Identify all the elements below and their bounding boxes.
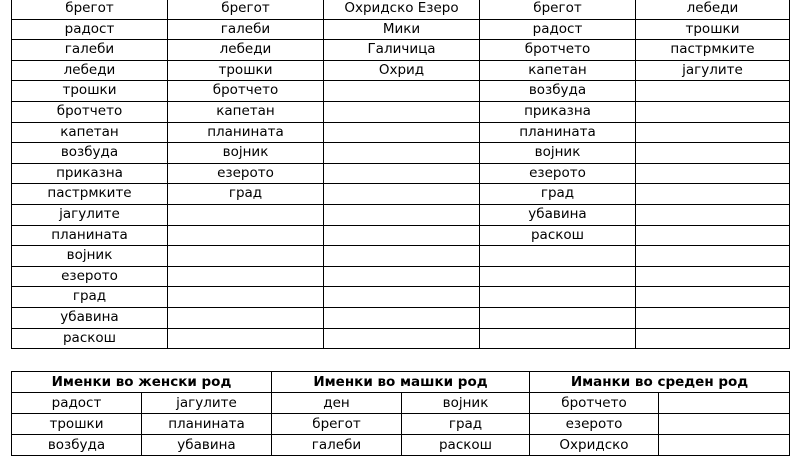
word-cell (636, 143, 790, 164)
word-cell: Охрид (324, 60, 480, 81)
table-row (12, 143, 790, 164)
word-cell (636, 163, 790, 184)
word-cell (324, 184, 480, 205)
word-cell (324, 122, 480, 143)
word-cell: Охридско Езеро (324, 0, 480, 19)
word-cell: лебеди (168, 40, 324, 61)
table-row (12, 393, 790, 414)
word-cell: град (480, 184, 636, 205)
word-cell: галеби (272, 435, 402, 456)
word-cell (324, 143, 480, 164)
table-row (12, 266, 790, 287)
word-cell: брегот (168, 0, 324, 19)
table-row (12, 287, 790, 308)
word-cell: планината (480, 122, 636, 143)
word-cell: приказна (12, 163, 168, 184)
word-cell: езерото (12, 266, 168, 287)
word-cell: јагулите (636, 60, 790, 81)
word-cell: планината (168, 122, 324, 143)
word-cell (480, 328, 636, 349)
table-row (12, 307, 790, 328)
word-cell (168, 287, 324, 308)
word-cell (636, 307, 790, 328)
word-cell: трошки (636, 19, 790, 40)
word-cell: возбуда (12, 143, 168, 164)
word-cell (324, 204, 480, 225)
word-cell (324, 246, 480, 267)
word-cell: лебеди (12, 60, 168, 81)
word-cell: раскош (480, 225, 636, 246)
word-cell: возбуда (12, 435, 142, 456)
word-cell (168, 307, 324, 328)
table-row (12, 0, 790, 19)
word-cell: бротчето (12, 101, 168, 122)
word-cell (636, 328, 790, 349)
word-cell (636, 287, 790, 308)
word-cell (659, 393, 790, 414)
word-cell (636, 101, 790, 122)
table-row (12, 60, 790, 81)
word-cell: езерото (480, 163, 636, 184)
word-cell: брегот (480, 0, 636, 19)
table-row (12, 19, 790, 40)
word-cell (168, 266, 324, 287)
word-cell (480, 307, 636, 328)
word-cell: пастрмките (12, 184, 168, 205)
word-cell: приказна (480, 101, 636, 122)
word-cell: бротчето (168, 81, 324, 102)
table-row (12, 246, 790, 267)
word-cell (324, 101, 480, 122)
masculine-nouns-header: Именки во машки род (272, 372, 530, 393)
word-cell (636, 81, 790, 102)
word-cell (324, 163, 480, 184)
word-cell: планината (12, 225, 168, 246)
word-cell (480, 287, 636, 308)
word-cell: радост (12, 393, 142, 414)
word-cell (636, 204, 790, 225)
word-cell: бротчето (480, 40, 636, 61)
word-cell (659, 435, 790, 456)
word-cell (636, 225, 790, 246)
word-cell (480, 266, 636, 287)
table-row (12, 122, 790, 143)
word-cell: војник (12, 246, 168, 267)
word-cell (324, 307, 480, 328)
word-cell: планината (142, 414, 272, 435)
gender-header-row (12, 372, 790, 393)
word-cell: Галичица (324, 40, 480, 61)
word-cell (659, 414, 790, 435)
word-cell: војник (402, 393, 530, 414)
word-cell (636, 122, 790, 143)
word-cell (324, 328, 480, 349)
word-cell (168, 204, 324, 225)
table-row (12, 184, 790, 205)
word-cell: град (402, 414, 530, 435)
word-cell (480, 246, 636, 267)
word-cell: возбуда (480, 81, 636, 102)
neuter-nouns-header: Иманки во среден род (530, 372, 790, 393)
word-cell: бротчето (530, 393, 659, 414)
word-cell: војник (480, 143, 636, 164)
word-sort-table (11, 0, 790, 349)
word-cell: град (168, 184, 324, 205)
table-row (12, 435, 790, 456)
feminine-nouns-header: Именки во женски род (12, 372, 272, 393)
word-cell: трошки (168, 60, 324, 81)
table-row (12, 101, 790, 122)
word-sort-table-body (12, 0, 790, 349)
word-cell: радост (480, 19, 636, 40)
word-cell (324, 266, 480, 287)
word-cell (168, 328, 324, 349)
table-row (12, 328, 790, 349)
word-cell: Мики (324, 19, 480, 40)
word-cell: град (12, 287, 168, 308)
word-cell: галеби (168, 19, 324, 40)
word-cell: брегот (12, 0, 168, 19)
word-cell: ден (272, 393, 402, 414)
word-cell: брегот (272, 414, 402, 435)
word-cell: јагулите (12, 204, 168, 225)
noun-gender-table (11, 371, 790, 456)
word-cell (168, 246, 324, 267)
word-cell: убавина (480, 204, 636, 225)
word-cell: јагулите (142, 393, 272, 414)
word-cell (636, 246, 790, 267)
word-cell: лебеди (636, 0, 790, 19)
word-cell: Охридско (530, 435, 659, 456)
word-cell: трошки (12, 81, 168, 102)
word-cell: радост (12, 19, 168, 40)
word-cell: војник (168, 143, 324, 164)
word-cell: трошки (12, 414, 142, 435)
noun-gender-table-body (12, 393, 790, 456)
table-row (12, 414, 790, 435)
table-row (12, 225, 790, 246)
table-row (12, 40, 790, 61)
word-cell (324, 81, 480, 102)
word-cell (636, 266, 790, 287)
word-cell (168, 225, 324, 246)
word-cell: раскош (402, 435, 530, 456)
table-row (12, 163, 790, 184)
word-cell: капетан (168, 101, 324, 122)
word-cell: убавина (12, 307, 168, 328)
word-cell (324, 287, 480, 308)
word-cell (324, 225, 480, 246)
word-cell: капетан (480, 60, 636, 81)
word-cell: раскош (12, 328, 168, 349)
table-row (12, 204, 790, 225)
word-cell: капетан (12, 122, 168, 143)
word-cell (636, 184, 790, 205)
word-cell: галеби (12, 40, 168, 61)
word-cell: езерото (168, 163, 324, 184)
word-cell: пастрмките (636, 40, 790, 61)
word-cell: езерото (530, 414, 659, 435)
table-row (12, 81, 790, 102)
word-cell: убавина (142, 435, 272, 456)
